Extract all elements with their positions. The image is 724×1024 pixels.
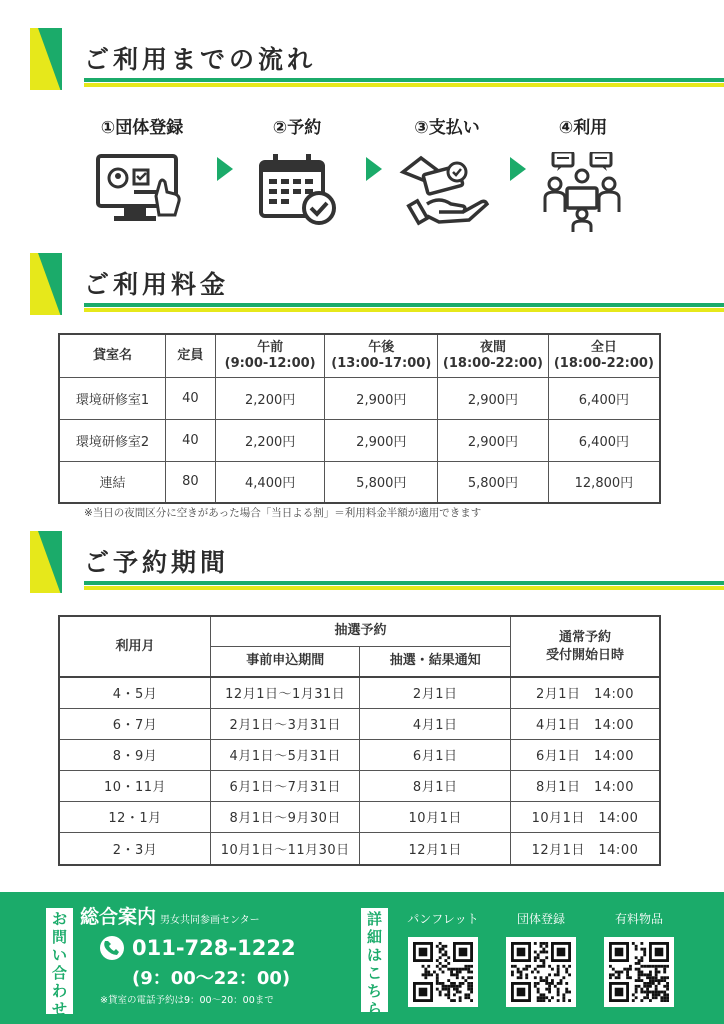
price-cell: 2,900円: [325, 377, 438, 419]
price-cell: 5,800円: [325, 461, 438, 503]
business-hours: (9：00～22：00): [132, 968, 291, 989]
reservation-period-table: [58, 615, 661, 866]
payment-hand-icon: [399, 152, 495, 228]
price-cell: 12,800円: [548, 461, 660, 503]
apply-period-cell: 4月1日～5月31日: [211, 739, 360, 770]
price-cell: 2,900円: [325, 419, 438, 461]
apply-period-cell: 8月1日～9月30日: [211, 801, 360, 832]
flow-step-label: ③支払い: [414, 118, 480, 138]
header-cell: 定員: [165, 334, 215, 377]
apply-period-cell: 6月1日～7月31日: [211, 770, 360, 801]
result-date-cell: 10月1日: [360, 801, 510, 832]
qr-label: 有料物品: [614, 912, 663, 926]
qr-label: 団体登録: [516, 912, 565, 926]
contact-title-text: 総合案内: [80, 906, 157, 928]
result-date-cell: 6月1日: [360, 739, 510, 770]
phone-icon: [100, 936, 124, 960]
month-cell: 6・7月: [59, 708, 211, 739]
table-row: [59, 739, 660, 770]
qr-label: パンフレット: [407, 912, 479, 926]
qr-code-icon[interactable]: [506, 937, 576, 1007]
table-row: [59, 801, 660, 832]
header-cell: 貸室名: [59, 334, 165, 377]
capacity-cell: 40: [165, 419, 215, 461]
header-cell: 全日 (18:00-22:00): [548, 334, 660, 377]
result-date-cell: 12月1日: [360, 832, 510, 865]
price-cell: 2,200円: [215, 419, 325, 461]
qr-code-icon[interactable]: [408, 937, 478, 1007]
underline-yellow: [84, 586, 724, 590]
apply-period-cell: 12月1日～1月31日: [211, 677, 360, 708]
price-cell: 2,900円: [438, 419, 549, 461]
details-label-text: 詳 細 は こ ち ら: [366, 910, 382, 1018]
normal-start-cell: 6月1日 14:00: [510, 739, 660, 770]
result-date-cell: 4月1日: [360, 708, 510, 739]
table-header-row: [59, 616, 660, 646]
month-cell: 10・11月: [59, 770, 211, 801]
normal-start-cell: 12月1日 14:00: [510, 832, 660, 865]
apply-period-cell: 2月1日～3月31日: [211, 708, 360, 739]
table-row: [59, 832, 660, 865]
table-row: [59, 708, 660, 739]
flow-step-label: ④利用: [558, 118, 608, 138]
accent-gap: [62, 253, 74, 315]
accent-gap: [62, 531, 74, 593]
meeting-people-icon: [535, 152, 631, 234]
capacity-cell: 40: [165, 377, 215, 419]
flow-step-label: ①団体登録: [100, 118, 184, 138]
table-row: [59, 677, 660, 708]
flow-step-registration: [77, 113, 207, 228]
header-cell: 午後 (13:00-17:00): [325, 334, 438, 377]
header-cell: 午前 (9:00-12:00): [215, 334, 325, 377]
underline-yellow: [84, 83, 724, 87]
phone-reservation-note: ※貸室の電話予約は9：00～20：00まで: [100, 995, 274, 1006]
header-month: 利用月: [59, 616, 211, 677]
inquiry-label-text: お 問 い 合 わ せ: [51, 910, 67, 1018]
price-cell: 2,900円: [438, 377, 549, 419]
section-header-fee: [0, 253, 724, 315]
underline-green: [84, 303, 724, 307]
accent-gap: [62, 28, 74, 90]
room-name-cell: 環境研修室1: [59, 377, 165, 419]
flow-step-reservation: [232, 113, 362, 228]
details-vertical-label: [361, 908, 388, 1018]
section-header-period: [0, 531, 724, 593]
price-cell: 2,200円: [215, 377, 325, 419]
header-lottery: 抽選予約: [211, 616, 511, 646]
flow-step-label: ②予約: [272, 118, 322, 138]
month-cell: 2・3月: [59, 832, 211, 865]
inquiry-vertical-label: [46, 908, 73, 1018]
price-cell: 6,400円: [548, 419, 660, 461]
fee-table: [58, 333, 661, 504]
normal-start-cell: 4月1日 14:00: [510, 708, 660, 739]
section-title-fee: ご利用料金: [84, 270, 230, 299]
contact-title: [80, 902, 260, 929]
qr-pamphlet[interactable]: [403, 910, 483, 1007]
normal-start-cell: 8月1日 14:00: [510, 770, 660, 801]
contact-footer: [0, 892, 724, 1024]
header-lottery-result: 抽選・結果通知: [360, 646, 510, 677]
apply-period-cell: 10月1日～11月30日: [211, 832, 360, 865]
room-name-cell: 環境研修室2: [59, 419, 165, 461]
section-title-period: ご予約期間: [84, 548, 230, 577]
table-header-row: [59, 334, 660, 377]
table-row: [59, 461, 660, 503]
phone-number-text: 011-728-1222: [132, 936, 296, 960]
fee-note: ※当日の夜間区分に空きがあった場合「当日よる割」＝利用料金半額が適用できます: [84, 507, 482, 519]
flow-step-use: [518, 113, 648, 234]
room-name-cell: 連結: [59, 461, 165, 503]
header-apply-period: 事前申込期間: [211, 646, 360, 677]
qr-code-icon[interactable]: [604, 937, 674, 1007]
month-cell: 8・9月: [59, 739, 211, 770]
price-cell: 6,400円: [548, 377, 660, 419]
price-cell: 5,800円: [438, 461, 549, 503]
phone-number[interactable]: [100, 936, 296, 960]
flow-arrow-icon: [366, 157, 382, 181]
calendar-check-icon: [249, 152, 345, 228]
underline-green: [84, 581, 724, 585]
result-date-cell: 8月1日: [360, 770, 510, 801]
contact-subtitle: 男女共同参画センター: [160, 915, 260, 926]
header-cell: 夜間 (18:00-22:00): [438, 334, 549, 377]
section-title-flow: ご利用までの流れ: [84, 45, 317, 74]
qr-group-registration[interactable]: [501, 910, 581, 1007]
flow-arrow-icon: [217, 157, 233, 181]
normal-start-cell: 2月1日 14:00: [510, 677, 660, 708]
header-normal-reservation: 通常予約 受付開始日時: [510, 616, 660, 677]
table-row: [59, 770, 660, 801]
flow-step-payment: [382, 113, 512, 228]
month-cell: 4・5月: [59, 677, 211, 708]
table-row: [59, 377, 660, 419]
section-header-flow: [0, 28, 724, 90]
capacity-cell: 80: [165, 461, 215, 503]
result-date-cell: 2月1日: [360, 677, 510, 708]
table-row: [59, 419, 660, 461]
qr-paid-items[interactable]: [599, 910, 679, 1007]
normal-start-cell: 10月1日 14:00: [510, 801, 660, 832]
underline-yellow: [84, 308, 724, 312]
underline-green: [84, 78, 724, 82]
month-cell: 12・1月: [59, 801, 211, 832]
price-cell: 4,400円: [215, 461, 325, 503]
monitor-registration-icon: [94, 152, 190, 228]
